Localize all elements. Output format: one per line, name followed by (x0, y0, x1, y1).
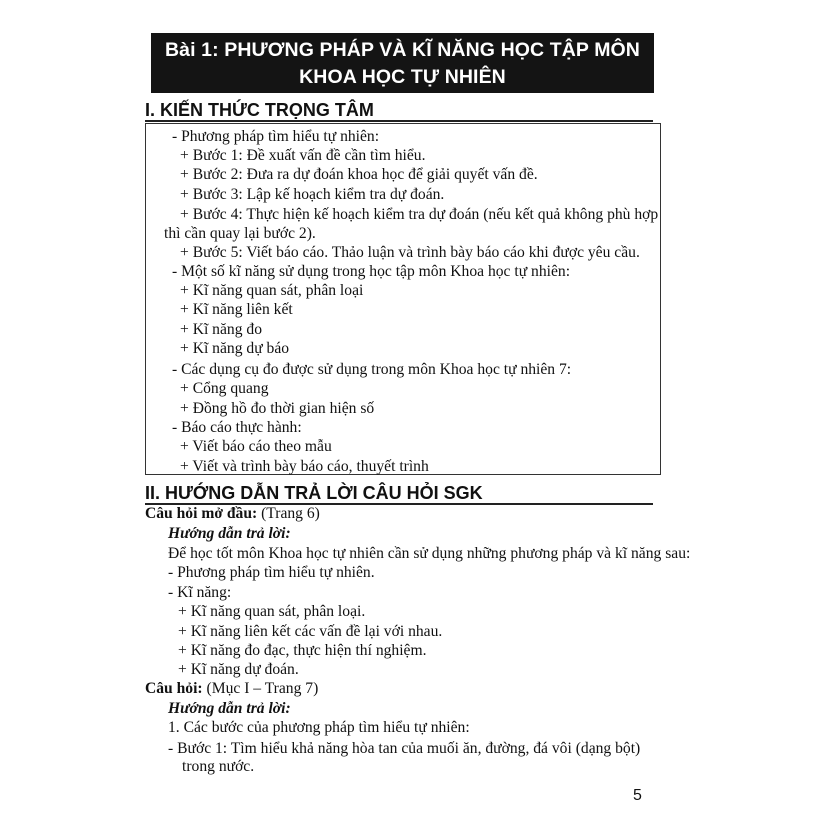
knowledge-line: - Phương pháp tìm hiểu tự nhiên: (172, 128, 380, 145)
question-2 (145, 679, 318, 698)
knowledge-line: + Bước 3: Lập kế hoạch kiểm tra dự đoán. (180, 186, 445, 203)
knowledge-line: - Một số kĩ năng sử dụng trong học tập môn Khoa học tự nhiên: (172, 263, 571, 280)
answer-guide-1-heading: Hướng dẫn trả lời: (168, 525, 291, 542)
answer-line: Để học tốt môn Khoa học tự nhiên cần sử dụng những phương pháp và kĩ năng sau: (168, 545, 691, 562)
lesson-title-line-1: Bài 1: PHƯƠNG PHÁP VÀ KĨ NĂNG HỌC TẬP MÔN (165, 39, 640, 61)
answer-line: 1. Các bước của phương pháp tìm hiểu tự nhiên: (168, 719, 470, 736)
section-1-underline (145, 120, 653, 122)
question-1-ref: (Trang 6) (257, 505, 320, 522)
answer-line: trong nước. (182, 758, 255, 775)
knowledge-line: + Kĩ năng quan sát, phân loại (180, 282, 364, 299)
answer-line: - Bước 1: Tìm hiểu khả năng hòa tan của muối ăn, đường, đá vôi (dạng bột) (168, 740, 641, 757)
question-1-label: Câu hỏi mở đầu: (145, 505, 258, 522)
knowledge-line: + Kĩ năng liên kết (180, 301, 293, 318)
page-number: 5 (633, 787, 642, 804)
knowledge-line: + Bước 2: Đưa ra dự đoán khoa học để giải quyết vấn đề. (180, 166, 538, 183)
knowledge-line: + Bước 5: Viết báo cáo. Thảo luận và trình bày báo cáo khi được yêu cầu. (180, 244, 640, 261)
knowledge-line: - Báo cáo thực hành: (172, 419, 302, 436)
knowledge-line: thì cần quay lại bước 2). (164, 225, 316, 242)
lesson-title-line-2: KHOA HỌC TỰ NHIÊN (299, 66, 506, 88)
knowledge-line: + Viết báo cáo theo mẫu (180, 438, 332, 455)
knowledge-line: + Bước 1: Đề xuất vấn đề cần tìm hiểu. (180, 147, 426, 164)
knowledge-line: + Kĩ năng dự báo (180, 340, 290, 357)
lesson-title-banner (151, 33, 654, 93)
answer-line: - Kĩ năng: (168, 584, 232, 601)
answer-line: + Kĩ năng liên kết các vấn đề lại với nhau. (178, 623, 443, 640)
section-2-heading: II. HƯỚNG DẪN TRẢ LỜI CÂU HỎI SGK (145, 483, 483, 503)
answer-line: - Phương pháp tìm hiểu tự nhiên. (168, 564, 375, 581)
question-2-label: Câu hỏi: (145, 680, 203, 697)
knowledge-line: - Các dụng cụ đo được sử dụng trong môn Khoa học tự nhiên 7: (172, 361, 572, 378)
answer-line: + Kĩ năng đo đạc, thực hiện thí nghiệm. (178, 642, 427, 659)
answer-line: + Kĩ năng quan sát, phân loại. (178, 603, 366, 620)
knowledge-line: + Bước 4: Thực hiện kế hoạch kiểm tra dự đoán (nếu kết quả không phù hợp (180, 206, 659, 223)
knowledge-line: + Kĩ năng đo (180, 321, 262, 338)
section-1-heading: I. KIẾN THỨC TRỌNG TÂM (145, 100, 374, 120)
knowledge-line: + Viết và trình bày báo cáo, thuyết trình (180, 458, 429, 475)
answer-guide-2-heading: Hướng dẫn trả lời: (168, 700, 291, 717)
question-1 (145, 504, 320, 523)
knowledge-line: + Đồng hồ đo thời gian hiện số (180, 400, 375, 417)
knowledge-line: + Cổng quang (180, 380, 269, 397)
answer-line: + Kĩ năng dự đoán. (178, 661, 299, 678)
question-2-ref: (Mục I – Trang 7) (202, 680, 319, 697)
